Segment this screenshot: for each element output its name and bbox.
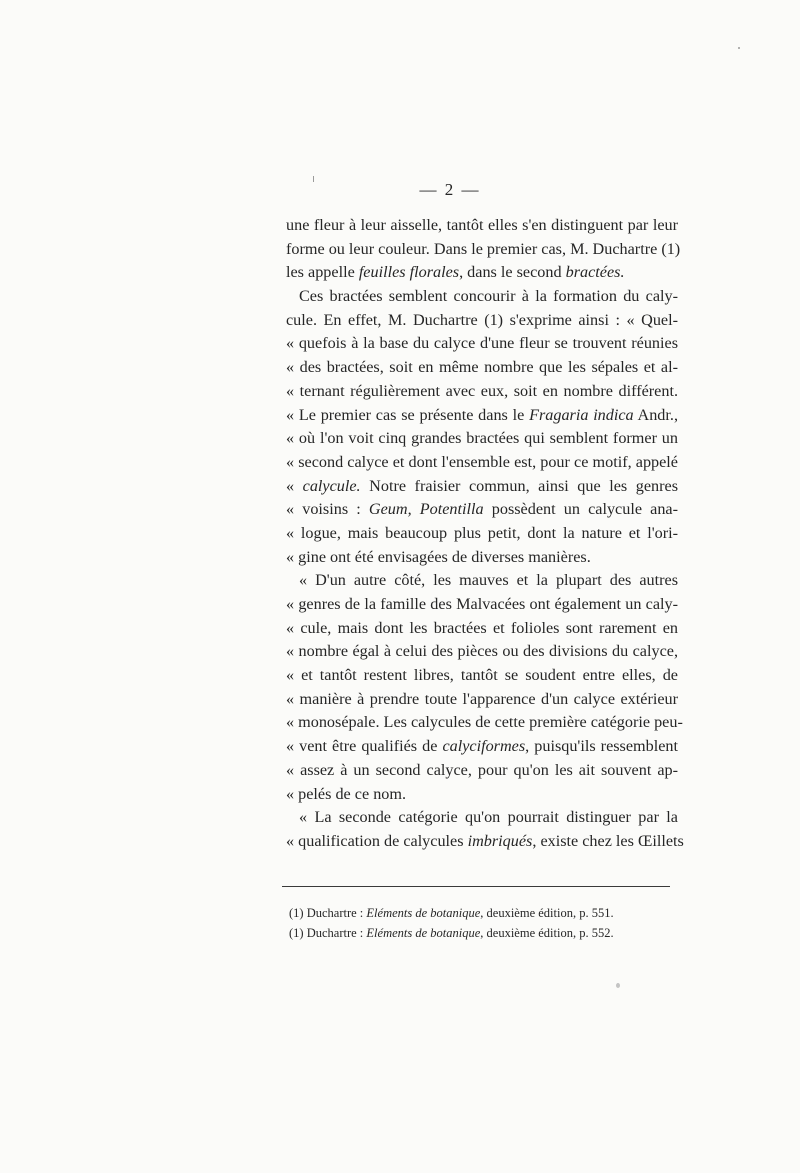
- text-line: [286, 783, 678, 807]
- text-line: [286, 569, 678, 593]
- text-run: « second calyce et dont l'ensemble est, pour ce motif, appelé: [286, 452, 678, 471]
- text-run: (1) Duchartre :: [289, 906, 367, 920]
- text-run: « nombre égal à celui des pièces ou des divisions du calyce,: [286, 642, 678, 661]
- text-run: une fleur à leur aisselle, tantôt elles s'en distinguent par leur: [286, 216, 678, 234]
- text-line: [286, 214, 678, 238]
- text-run: « La seconde catégorie qu'on pourrait distinguer par la: [299, 808, 678, 827]
- text-line: [286, 759, 678, 783]
- footnote: [289, 903, 689, 923]
- italic-text-run: calycule.: [302, 476, 361, 495]
- paper-speck: [738, 47, 740, 49]
- text-line: [286, 617, 678, 641]
- text-run: « pelés de ce nom.: [286, 784, 407, 803]
- footnote: [289, 923, 689, 943]
- text-run: « qualification de calycules: [286, 831, 468, 850]
- text-run: « voisins :: [286, 500, 369, 519]
- text-line: [286, 238, 681, 262]
- footnotes: [289, 903, 689, 943]
- text-run: « cule, mais dont les bractées et folioles sont rarement en: [286, 618, 678, 637]
- text-line: [286, 451, 678, 475]
- paper-speck: [616, 983, 620, 988]
- text-line: [286, 332, 678, 356]
- text-run: , deuxième édition, p. 552.: [480, 926, 614, 940]
- text-line: [286, 711, 683, 735]
- page-number: — 2 —: [419, 180, 481, 199]
- italic-text-run: Fragaria indica: [529, 405, 634, 424]
- text-line: [286, 404, 678, 428]
- text-line: [286, 735, 678, 759]
- text-line: [286, 261, 678, 285]
- text-line: [286, 522, 678, 546]
- text-run: Notre fraisier commun, ainsi que les genres: [360, 476, 678, 495]
- text-line: [286, 664, 678, 688]
- text-run: possèdent un calycule ana-: [483, 500, 678, 519]
- text-line: [286, 546, 678, 570]
- text-line: [286, 309, 678, 333]
- text-run: (1) Duchartre :: [289, 926, 367, 940]
- text-run: « monosépale. Les calycules de cette première catégorie peu-: [286, 713, 683, 732]
- text-line: [286, 806, 678, 830]
- text-run: « où l'on voit cinq grandes bractées qui semblent former un: [286, 429, 678, 448]
- body-text: [286, 214, 684, 854]
- text-line: [286, 380, 678, 404]
- text-run: les appelle: [286, 263, 359, 282]
- text-run: « assez à un second calyce, pour qu'on les ait souvent ap-: [286, 760, 678, 779]
- italic-text-run: feuilles florales: [358, 263, 460, 282]
- italic-text-run: calyciformes: [442, 737, 526, 756]
- italic-text-run: Eléments de botanique: [366, 906, 481, 920]
- text-line: [286, 285, 678, 309]
- text-run: cule. En effet, M. Duchartre (1) s'exprime ainsi : « Quel-: [286, 310, 678, 329]
- text-run: « logue, mais beaucoup plus petit, dont la nature et l'ori-: [286, 523, 678, 542]
- text-run: Ces bractées semblent concourir à la formation du caly-: [299, 287, 678, 306]
- text-line: [286, 688, 678, 712]
- text-line: [286, 498, 678, 522]
- italic-text-run: Geum, Potentilla: [368, 500, 484, 519]
- text-line: [286, 593, 678, 617]
- text-line: [286, 475, 678, 499]
- footnote-divider: [282, 886, 670, 887]
- text-line: [286, 356, 678, 380]
- text-run: Andr.,: [633, 405, 678, 424]
- text-run: « ternant régulièrement avec eux, soit en nombre différent.: [286, 381, 678, 400]
- text-run: « Le premier cas se présente dans le: [286, 405, 530, 424]
- text-run: « vent être qualifiés de: [286, 737, 443, 756]
- text-run: , puisqu'ils ressemblent: [525, 737, 678, 756]
- text-run: , dans le second: [459, 263, 566, 282]
- text-run: , existe chez les Œillets: [532, 831, 684, 850]
- text-line: [286, 427, 678, 451]
- text-run: « gine ont été envisagées de diverses manières.: [286, 547, 591, 566]
- text-run: «: [286, 476, 303, 495]
- italic-text-run: bractées.: [565, 263, 625, 282]
- italic-text-run: Eléments de botanique: [366, 926, 481, 940]
- italic-text-run: imbriqués: [467, 831, 533, 850]
- text-run: « manière à prendre toute l'apparence d'un calyce extérieur: [286, 689, 678, 708]
- text-run: forme ou leur couleur. Dans le premier cas, M. Duchartre (1): [286, 239, 681, 258]
- paper-speck: [313, 176, 314, 182]
- text-line: [286, 830, 684, 854]
- text-run: , deuxième édition, p. 551.: [480, 906, 614, 920]
- text-run: « D'un autre côté, les mauves et la plupart des autres: [299, 571, 678, 590]
- text-run: « quefois à la base du calyce d'une fleur se trouvent réunies: [286, 334, 678, 353]
- text-line: [286, 640, 678, 664]
- text-run: « des bractées, soit en même nombre que les sépales et al-: [286, 358, 678, 377]
- text-run: « et tantôt restent libres, tantôt se soudent entre elles, de: [286, 666, 678, 685]
- text-run: « genres de la famille des Malvacées ont également un caly-: [286, 595, 678, 613]
